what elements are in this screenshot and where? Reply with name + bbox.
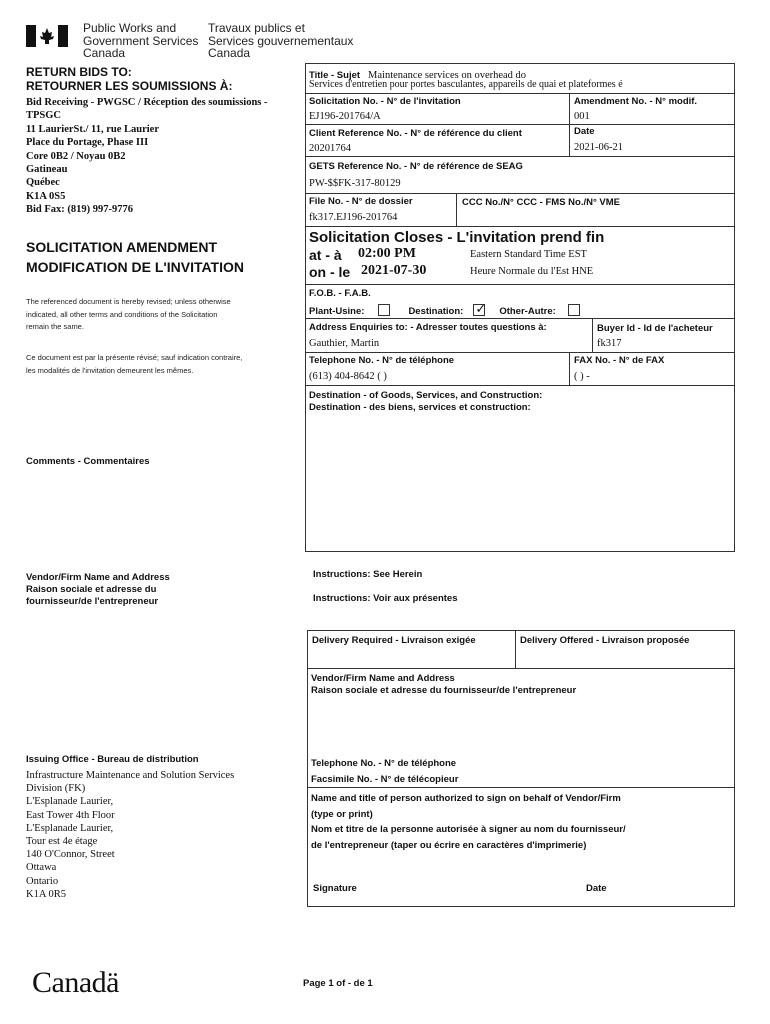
vendor-telephone-label: Telephone No. - N° de téléphone xyxy=(311,758,457,769)
closing-at-label: at - à xyxy=(309,247,342,263)
vendor-firm-label-left: Vendor/Firm Name and Address Raison sociale et adresse du fournisseur/de l'entrepreneur xyxy=(26,572,170,607)
file-no-label: File No. - N° de dossier xyxy=(309,196,413,207)
title-label: Title - Sujet xyxy=(309,70,361,81)
fob-options xyxy=(309,301,580,319)
plant-usine-label: Plant-Usine: xyxy=(309,306,365,317)
fax-label: FAX No. - N° de FAX xyxy=(574,355,665,366)
client-ref-label: Client Reference No. - N° de référence du client xyxy=(309,128,522,139)
title-value-fr: Services d'entretien pour portes basculantes, appareils de quai et plateformes é xyxy=(309,79,623,90)
gets-ref-label: GETS Reference No. - N° de référence de SEAG xyxy=(309,161,523,172)
instructions-en: Instructions: See Herein xyxy=(313,569,423,580)
other-autre-checkbox[interactable] xyxy=(568,304,580,316)
signature-date-label: Date xyxy=(586,883,607,894)
canada-flag-logo xyxy=(26,25,68,52)
solicitation-no-label: Solicitation No. - N° de l'invitation xyxy=(309,96,461,107)
destination-checkbox[interactable] xyxy=(473,304,485,316)
other-autre-label: Other-Autre: xyxy=(499,306,556,317)
authorized-person-label: Name and title of person authorized to sign on behalf of Vendor/Firm (type or print) Nom et titre de la personne autorisée à signer au nom du fournisseur/ de l'entrepreneur (taper ou écrire en caractères d'imprimerie) xyxy=(311,793,626,851)
title-value-en: Maintenance services on overhead do xyxy=(368,70,527,81)
delivery-offered-label: Delivery Offered - Livraison proposée xyxy=(520,635,690,646)
amendment-text-en: The referenced document is hereby revised; unless otherwise indicated, all other terms and conditions of the Solicitation remain the same. xyxy=(26,297,231,331)
canada-wordmark: Canadä xyxy=(32,966,119,999)
return-bids-address: Bid Receiving - PWGSC / Réception des soumissions - TPSGC 11 LaurierSt./ 11, rue Laurier Place du Portage, Phase III Core 0B2 / Noyau 0B2 Gatineau Québec K1A 0S5 Bid Fax: (819) 997-9776 xyxy=(26,97,268,216)
fax-value: ( ) - xyxy=(574,371,590,382)
amendment-title: SOLICITATION AMENDMENT MODIFICATION DE L'INVITATION xyxy=(26,239,244,275)
closing-time-value: 02:00 PM xyxy=(358,246,416,261)
vendor-firm-label: Vendor/Firm Name and Address Raison sociale et adresse du fournisseur/de l'entrepreneur xyxy=(311,673,577,696)
date-label: Date xyxy=(574,126,595,137)
issuing-office-label: Issuing Office - Bureau de distribution xyxy=(26,754,199,765)
ccc-no-label: CCC No./N° CCC - FMS No./N° VME xyxy=(462,197,621,208)
client-ref-value: 20201764 xyxy=(309,143,351,154)
timezone-en: Eastern Standard Time EST xyxy=(470,249,587,260)
plant-usine-checkbox[interactable] xyxy=(378,304,390,316)
return-bids-title: RETURN BIDS TO: RETOURNER LES SOUMISSIONS À: xyxy=(26,65,233,93)
address-enquiries-label: Address Enquiries to: - Adresser toutes questions à: xyxy=(309,322,547,333)
fob-label: F.O.B. - F.A.B. xyxy=(309,288,371,299)
telephone-label: Telephone No. - N° de téléphone xyxy=(309,355,455,366)
amendment-no-value: 001 xyxy=(574,111,590,122)
signature-label: Signature xyxy=(313,883,357,894)
address-enquiries-value: Gauthier, Martin xyxy=(309,338,380,349)
issuing-office-address: Infrastructure Maintenance and Solution Services Division (FK) L'Esplanade Laurier, East Tower 4th Floor L'Esplanade Laurier, Tour est 4e étage 140 O'Connor, Street Ottawa Ontario K1A 0R5 xyxy=(26,770,235,900)
comments-label: Comments - Commentaires xyxy=(26,456,150,467)
telephone-value: (613) 404-8642 ( ) xyxy=(309,371,387,382)
amendment-text-fr: Ce document est par la présente révisé; sauf indication contraire, les modalités de l'invitation demeurent les mêmes. xyxy=(26,353,243,375)
vendor-facsimile-label: Facsimile No. - N° de télécopieur xyxy=(311,774,459,785)
gets-ref-value: PW-$$FK-317-80129 xyxy=(309,178,401,189)
buyer-id-value: fk317 xyxy=(597,338,622,349)
closing-date-value: 2021-07-30 xyxy=(361,263,427,278)
solicitation-closes-title: Solicitation Closes - L'invitation prend fin xyxy=(309,229,605,246)
checkmark-icon: ✓ xyxy=(475,302,487,318)
amendment-no-label: Amendment No. - N° modif. xyxy=(574,96,698,107)
solicitation-no-value: EJ196-201764/A xyxy=(309,111,381,122)
instructions-fr: Instructions: Voir aux présentes xyxy=(313,593,458,604)
buyer-id-label: Buyer Id - Id de l'acheteur xyxy=(597,323,713,334)
department-name-fr: Travaux publics et Services gouvernementaux Canada xyxy=(208,21,354,60)
date-value: 2021-06-21 xyxy=(574,142,623,153)
destination-label: Destination: xyxy=(408,306,464,317)
timezone-fr: Heure Normale du l'Est HNE xyxy=(470,266,594,277)
delivery-required-label: Delivery Required - Livraison exigée xyxy=(312,635,476,646)
closing-on-label: on - le xyxy=(309,264,351,280)
department-name-en: Public Works and Government Services Canada xyxy=(83,21,199,60)
file-no-value: fk317.EJ196-201764 xyxy=(309,212,398,223)
page-number: Page 1 of - de 1 xyxy=(303,978,373,989)
destination-goods-label: Destination - of Goods, Services, and Construction: Destination - des biens, services et construction: xyxy=(309,390,543,413)
